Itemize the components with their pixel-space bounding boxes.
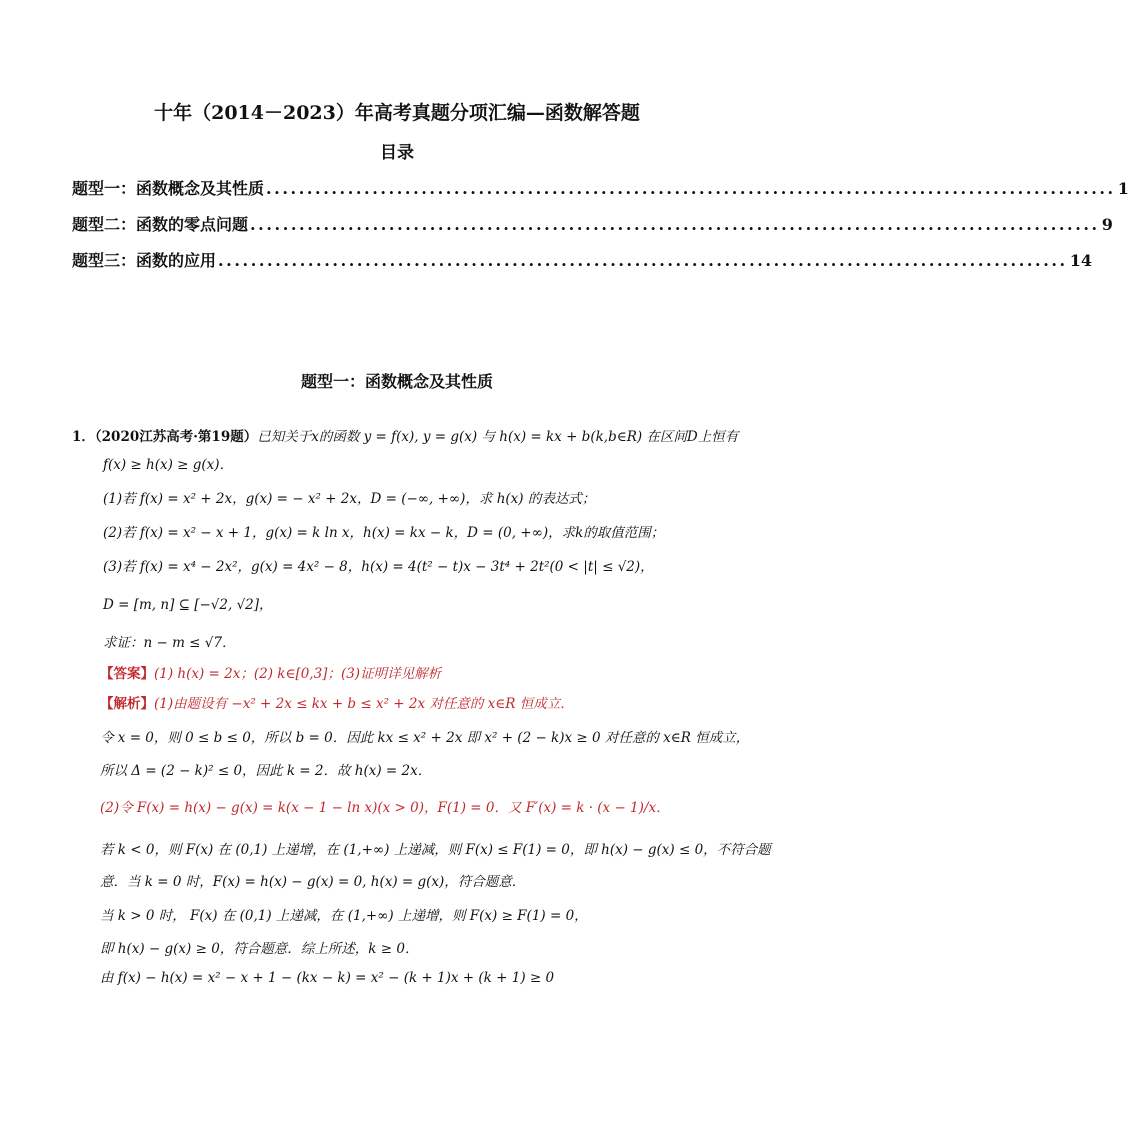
analysis-part-2-text: (2)令 F(x) = h(x) − g(x) = k(x − 1 − ln x)(x > 0)，F(1) = 0．又 F′(x) = k · (x − 1)/x． (100, 800, 670, 816)
problem-part-2: (2)若 f(x) = x² − x + 1，g(x) = k ln x，h(x) = kx − k，D = (0, +∞)，求k的取值范围； (103, 525, 665, 541)
analysis-line-8: 即 h(x) − g(x) ≥ 0，符合题意．综上所述，k ≥ 0． (100, 941, 419, 957)
problem-stem-text: 已知关于x的函数 y = f(x), y = g(x) 与 h(x) = kx + b(k,b∈R) 在区间D上恒有 (257, 429, 739, 445)
problem-part-3-domain: D = [m, n] ⊆ [−√2, √2]， (103, 597, 273, 613)
analysis-line-5: 若 k < 0，则 F(x) 在 (0,1) 上递增，在 (1,+∞) 上递减，则 F(x) ≤ F(1) = 0，即 h(x) − g(x) ≤ 0，不符合题 (100, 842, 771, 858)
analysis-line-2: 令 x = 0，则 0 ≤ b ≤ 0，所以 b = 0．因此 kx ≤ x² + 2x 即 x² + (2 − k)x ≥ 0 对任意的 x∈R 恒成立， (100, 730, 750, 746)
toc-item-page: 9 (1101, 215, 1113, 234)
problem-source: （2020江苏高考·第19题） (94, 429, 258, 445)
problem-part-1: (1)若 f(x) = x² + 2x，g(x) = − x² + 2x，D = (−∞, +∞)，求 h(x) 的表达式； (103, 491, 596, 507)
toc-item-label: 题型三：函数的应用 (72, 251, 217, 270)
analysis-line-7: 当 k > 0 时， F(x) 在 (0,1) 上递减，在 (1,+∞) 上递增，则 F(x) ≥ F(1) = 0， (100, 908, 588, 924)
analysis-tag: 【解析】 (100, 696, 154, 712)
toc-item-3[interactable] (72, 248, 1092, 271)
document-title: 十年（2014－2023）年高考真题分项汇编—函数解答题 (154, 102, 640, 124)
problem-number: 1． (72, 429, 95, 445)
toc-heading: 目录 (380, 143, 414, 163)
toc-item-label: 题型二：函数的零点问题 (72, 215, 249, 234)
answer-tag: 【答案】 (100, 666, 154, 682)
answer-text: (1) h(x) = 2x；(2) k∈[0,3]；(3)证明详见解析 (154, 666, 442, 682)
analysis-text: (1)由题设有 −x² + 2x ≤ kx + b ≤ x² + 2x 对任意的 x∈R 恒成立． (154, 696, 574, 712)
toc-item-label: 题型一：函数概念及其性质 (72, 179, 265, 198)
problem-stem (72, 425, 738, 445)
analysis-line-1 (100, 692, 574, 712)
analysis-line-4 (100, 796, 670, 816)
toc-item-page: 1 (1117, 179, 1129, 198)
answer-line (100, 662, 441, 682)
toc-item-page: 14 (1069, 251, 1092, 270)
toc-leader-dots: ........................................................................................................ (266, 179, 1116, 198)
problem-stem-cont: f(x) ≥ h(x) ≥ g(x)． (103, 457, 234, 473)
analysis-line-6: 意．当 k = 0 时，F(x) = h(x) − g(x) = 0, h(x) = g(x)，符合题意． (100, 874, 526, 890)
toc-item-1[interactable] (72, 176, 1129, 199)
toc-item-2[interactable] (72, 212, 1113, 235)
analysis-line-9: 由 f(x) − h(x) = x² − x + 1 − (kx − k) = x² − (k + 1)x + (k + 1) ≥ 0 (100, 970, 555, 986)
analysis-line-3: 所以 Δ = (2 − k)² ≤ 0，因此 k = 2．故 h(x) = 2x． (100, 763, 432, 779)
toc-leader-dots: ........................................................................................................ (250, 215, 1100, 234)
toc-leader-dots: ........................................................................................................ (218, 251, 1068, 270)
problem-part-3: (3)若 f(x) = x⁴ − 2x²，g(x) = 4x² − 8，h(x) = 4(t² − t)x − 3t⁴ + 2t²(0 < |t| ≤ √2)， (103, 559, 654, 575)
problem-prove: 求证：n − m ≤ √7． (103, 635, 236, 651)
section-title: 题型一：函数概念及其性质 (300, 372, 493, 391)
